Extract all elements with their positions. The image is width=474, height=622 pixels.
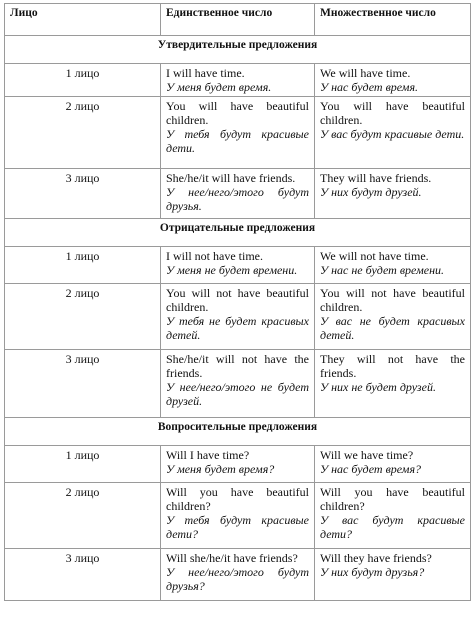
russian-translation: У вас будут красивые дети? (320, 513, 465, 541)
english-sentence: Will they have friends? (320, 551, 432, 565)
singular-cell (161, 446, 315, 483)
plural-cell (315, 169, 471, 219)
english-sentence: You will not have beautiful children. (320, 286, 465, 314)
english-sentence: Will I have time? (166, 448, 250, 462)
english-sentence: She/he/it will have friends. (166, 171, 296, 185)
plural-cell (315, 350, 471, 418)
singular-cell (161, 64, 315, 97)
table-row (5, 483, 471, 549)
plural-cell (315, 446, 471, 483)
header-singular: Единственное число (161, 4, 315, 36)
russian-translation: У тебя будут красивые дети? (166, 513, 309, 541)
russian-translation: У меня будет время? (166, 462, 275, 476)
person-cell: 2 лицо (5, 483, 161, 549)
english-sentence: Will you have beautiful children? (166, 485, 309, 513)
english-sentence: You will not have beautiful children. (166, 286, 309, 314)
english-sentence: They will not have the friends. (320, 352, 465, 380)
table-row (5, 64, 471, 97)
english-sentence: They will have friends. (320, 171, 432, 185)
table-row (5, 284, 471, 350)
english-sentence: You will have beautiful children. (166, 99, 309, 127)
section-title-negative: Отрицательные предложения (5, 219, 471, 247)
russian-translation: У нее/него/этого будут друзья. (166, 185, 309, 213)
grammar-table (4, 3, 471, 601)
singular-cell (161, 247, 315, 284)
russian-translation: У нас не будет времени. (320, 263, 445, 277)
person-cell: 2 лицо (5, 284, 161, 350)
section-row (5, 36, 471, 64)
person-cell: 1 лицо (5, 446, 161, 483)
russian-translation: У тебя будут красивые дети. (166, 127, 309, 155)
english-sentence: Will she/he/it have friends? (166, 551, 298, 565)
russian-translation: У нас будет время. (320, 80, 419, 94)
russian-translation: У вас не будет красивых детей. (320, 314, 465, 342)
plural-cell (315, 247, 471, 284)
russian-translation: У них не будет друзей. (320, 380, 436, 394)
table-row (5, 350, 471, 418)
russian-translation: У нее/него/этого будут друзья? (166, 565, 309, 593)
plural-cell (315, 284, 471, 350)
plural-cell (315, 483, 471, 549)
section-row (5, 219, 471, 247)
section-title-interrogative: Вопросительные предложения (5, 418, 471, 446)
header-plural: Множественное число (315, 4, 471, 36)
singular-cell (161, 483, 315, 549)
table-row (5, 446, 471, 483)
header-row (5, 4, 471, 36)
english-sentence: Will you have beautiful children? (320, 485, 465, 513)
person-cell: 1 лицо (5, 64, 161, 97)
singular-cell (161, 549, 315, 601)
table-row (5, 549, 471, 601)
singular-cell (161, 284, 315, 350)
english-sentence: We will have time. (320, 66, 411, 80)
english-sentence: I will have time. (166, 66, 245, 80)
singular-cell (161, 350, 315, 418)
english-sentence: We will not have time. (320, 249, 429, 263)
plural-cell (315, 97, 471, 169)
russian-translation: У них будут друзей. (320, 185, 422, 199)
russian-translation: У меня будет время. (166, 80, 272, 94)
section-row (5, 418, 471, 446)
english-sentence: I will not have time. (166, 249, 263, 263)
table-row (5, 169, 471, 219)
russian-translation: У нас будет время? (320, 462, 422, 476)
plural-cell (315, 64, 471, 97)
russian-translation: У меня не будет времени. (166, 263, 298, 277)
person-cell: 3 лицо (5, 549, 161, 601)
russian-translation: У них будут друзья? (320, 565, 425, 579)
english-sentence: Will we have time? (320, 448, 414, 462)
header-person: Лицо (5, 4, 161, 36)
table-row (5, 247, 471, 284)
english-sentence: You will have beautiful children. (320, 99, 465, 127)
plural-cell (315, 549, 471, 601)
section-title-affirmative: Утвердительные предложения (5, 36, 471, 64)
singular-cell (161, 97, 315, 169)
russian-translation: У нее/него/этого не будет друзей. (166, 380, 309, 408)
table-row (5, 97, 471, 169)
english-sentence: She/he/it will not have the friends. (166, 352, 309, 380)
person-cell: 3 лицо (5, 350, 161, 418)
russian-translation: У вас будут красивые дети. (320, 127, 465, 141)
singular-cell (161, 169, 315, 219)
person-cell: 2 лицо (5, 97, 161, 169)
person-cell: 3 лицо (5, 169, 161, 219)
person-cell: 1 лицо (5, 247, 161, 284)
russian-translation: У тебя не будет красивых детей. (166, 314, 309, 342)
